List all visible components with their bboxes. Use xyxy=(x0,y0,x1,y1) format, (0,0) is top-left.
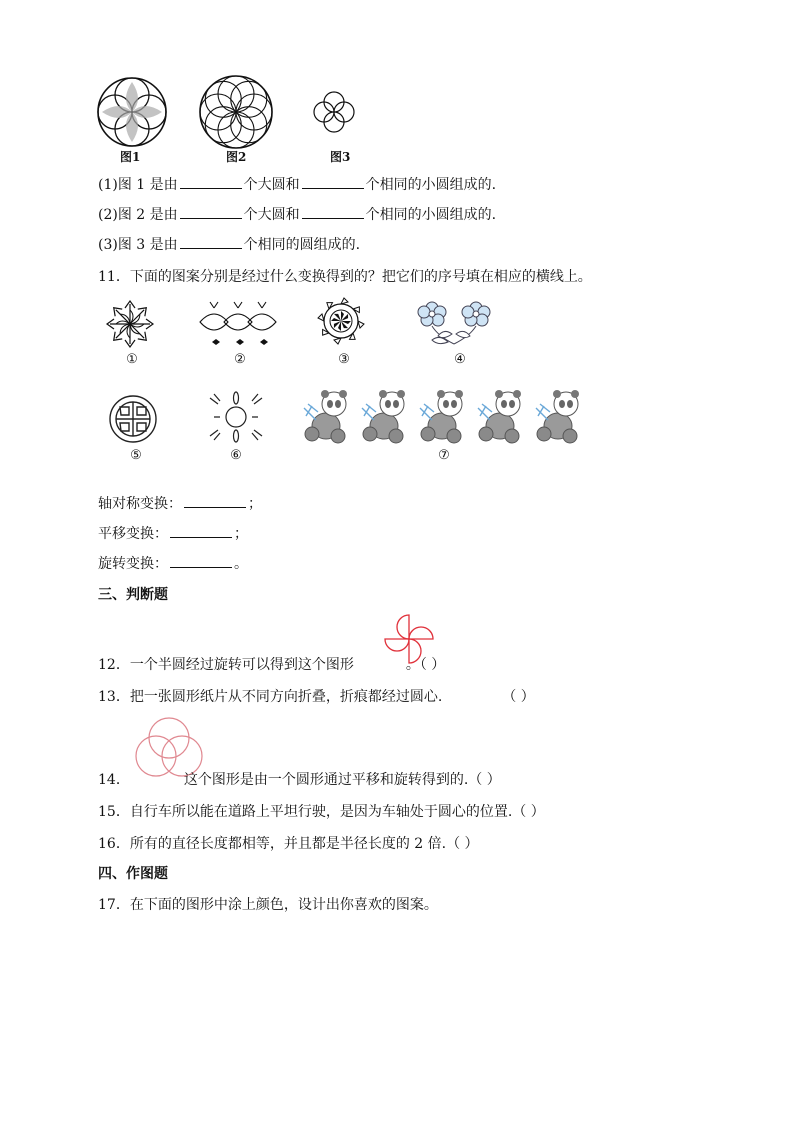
axis-symmetry-label: 轴对称变换： xyxy=(98,496,182,512)
q13-question: 13．把一张圆形纸片从不同方向折叠，折痕都经过圆心. xyxy=(98,689,443,705)
q10-item-2-suffix: 个相同的小圆组成的. xyxy=(365,207,497,223)
figure-1-caption: 图1 xyxy=(120,150,141,164)
q13-text xyxy=(98,686,535,706)
q14-number: 14． xyxy=(98,772,130,788)
answer-blank[interactable] xyxy=(170,525,232,538)
figure-label-1: ① xyxy=(126,352,138,367)
sun-figure xyxy=(206,390,266,446)
leaf-pattern-figure xyxy=(196,300,282,348)
flowers-figure xyxy=(418,298,498,348)
answer-blank[interactable] xyxy=(180,236,242,249)
q15-text: 15．自行车所以能在道路上平坦行驶，是因为车轴处于圆心的位置.（ ） xyxy=(98,804,545,820)
q11-question: 11．下面的图案分别是经过什么变换得到的？把它们的序号填在相应的横线上。 xyxy=(98,269,592,285)
answer-blank[interactable] xyxy=(302,206,364,219)
q10-item-1 xyxy=(98,174,496,194)
q13-answer-paren[interactable]: （ ） xyxy=(502,689,535,705)
answer-blank[interactable] xyxy=(170,555,232,568)
figure-label-5: ⑤ xyxy=(130,448,142,463)
q14-text xyxy=(98,769,501,789)
arrow-pinwheel-figure xyxy=(104,298,156,350)
rotation-label: 旋转变换： xyxy=(98,556,168,572)
figure-label-4: ④ xyxy=(454,352,466,367)
q16-text: 16．所有的直径长度都相等，并且都是半径长度的 2 倍.（ ） xyxy=(98,836,479,852)
section-3-title: 三、判断题 xyxy=(98,587,168,603)
gear-pinwheel-figure xyxy=(316,296,366,346)
answer-axis-symmetry xyxy=(98,493,262,513)
q10-item-2-mid: 个大圆和 xyxy=(243,207,300,223)
q10-item-3-suffix: 个相同的圆组成的. xyxy=(243,237,361,253)
figure-label-2: ② xyxy=(234,352,246,367)
q14-question: 这个图形是由一个圆形通过平移和旋转得到的.（ ） xyxy=(183,772,501,788)
figure-label-6: ⑥ xyxy=(230,448,242,463)
answer-blank[interactable] xyxy=(184,495,246,508)
q10-item-3-prefix: (3)图 3 是由 xyxy=(98,237,178,253)
figure-label-7: ⑦ xyxy=(438,448,450,463)
q10-item-2-prefix: (2)图 2 是由 xyxy=(98,207,178,223)
figure-3-circles xyxy=(312,90,356,134)
q10-item-1-mid: 个大圆和 xyxy=(243,177,300,193)
figure-3-caption: 图3 xyxy=(330,150,351,164)
pandas-figure xyxy=(300,386,584,444)
q10-item-1-prefix: (1)图 1 是由 xyxy=(98,177,178,193)
figure-2-circles xyxy=(198,74,274,150)
figure-2-caption: 图2 xyxy=(226,150,247,164)
q10-item-3 xyxy=(98,234,360,254)
answer-translation xyxy=(98,523,248,543)
rotation-end: 。 xyxy=(234,556,248,572)
q12-question: 12．一个半圆经过旋转可以得到这个图形 xyxy=(98,657,354,673)
answer-rotation xyxy=(98,553,248,573)
answer-blank[interactable] xyxy=(180,206,242,219)
axis-symmetry-end: ； xyxy=(248,496,262,512)
q12-answer-paren[interactable]: 。（ ） xyxy=(405,657,446,673)
translation-label: 平移变换： xyxy=(98,526,168,542)
figure-label-3: ③ xyxy=(338,352,350,367)
figure-1-circles xyxy=(96,76,168,148)
answer-blank[interactable] xyxy=(302,176,364,189)
q12-text xyxy=(98,654,445,674)
q10-item-1-suffix: 个相同的小圆组成的. xyxy=(365,177,497,193)
section-4-title: 四、作图题 xyxy=(98,866,168,882)
q17-text: 17．在下面的图形中涂上颜色，设计出你喜欢的图案。 xyxy=(98,897,438,913)
lattice-circle-figure xyxy=(108,394,158,444)
q10-item-2 xyxy=(98,204,496,224)
answer-blank[interactable] xyxy=(180,176,242,189)
translation-end: ； xyxy=(234,526,248,542)
